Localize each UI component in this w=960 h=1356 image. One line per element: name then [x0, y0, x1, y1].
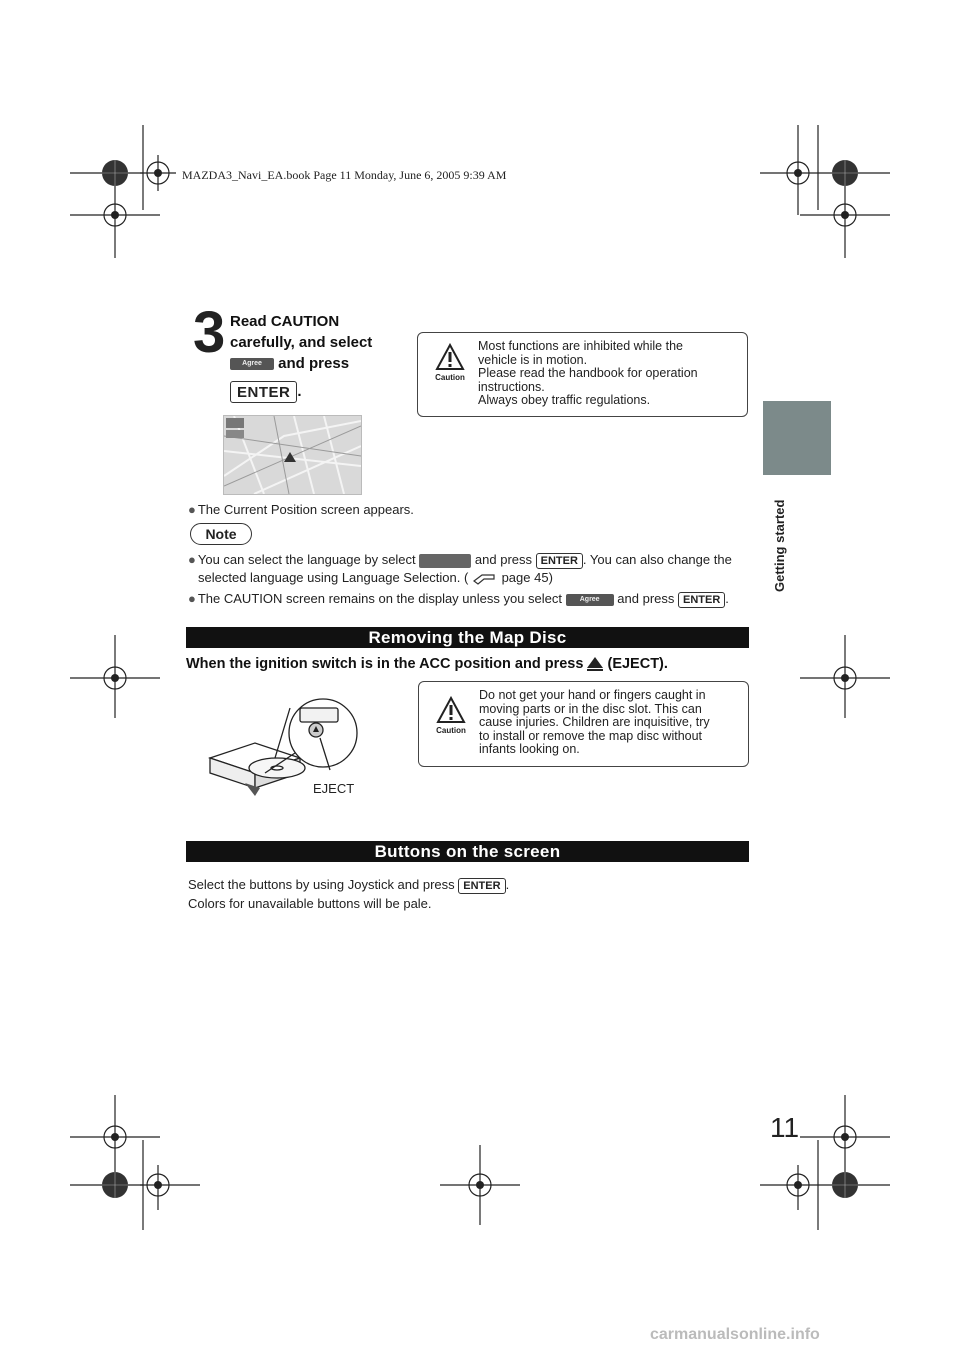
caution-icon: [430, 343, 470, 382]
step-number: 3: [193, 300, 226, 365]
enter-key-icon: ENTER: [678, 592, 725, 608]
bullet-icon: ●: [188, 591, 196, 606]
agree-button-icon: Agree: [230, 358, 274, 370]
caution-line: Do not get your hand or fingers caught in: [479, 688, 706, 702]
chapter-label: Getting started: [772, 499, 787, 592]
page-reference-icon: [472, 571, 498, 585]
section-title-removing-map-disc: Removing the Map Disc: [186, 627, 749, 648]
current-position-map-image: [223, 415, 362, 495]
step-period: .: [297, 382, 302, 400]
note-label: Note: [190, 523, 252, 545]
caution-text: [478, 340, 740, 408]
eject-label: EJECT: [313, 781, 355, 796]
caution-box-motion: [417, 332, 748, 417]
section-title-buttons-on-screen: Buttons on the screen: [186, 841, 749, 862]
caution-line: cause injuries. Children are inquisitive, try: [479, 715, 710, 729]
caution-line: moving parts or in the disc slot. This can: [479, 701, 702, 716]
language-button-icon: [419, 554, 471, 568]
agree-button-icon: Agree: [566, 594, 614, 606]
caution-line: to install or remove the map disc without: [479, 728, 703, 743]
caution-line: Most functions are inhibited while the: [478, 339, 683, 353]
step-line-2: carefully, and select: [230, 334, 373, 351]
chapter-tab: [763, 401, 831, 475]
caution-line: Always obey traffic regulations.: [478, 393, 651, 407]
caution-text: [479, 689, 743, 757]
eject-illustration: [205, 688, 385, 808]
caution-icon: [431, 696, 471, 735]
caution-icon-label: Caution: [435, 373, 465, 382]
eject-instruction: When the ignition switch is in the ACC position and press (EJECT).: [186, 656, 668, 672]
map-illustration: [224, 416, 361, 494]
bullet-icon: ●: [188, 552, 196, 567]
caution-line: Please read the handbook for operation: [478, 366, 698, 380]
caution-line: infants looking on.: [479, 742, 580, 756]
step-line-3: and press: [278, 355, 350, 372]
caution-box-disc-slot: [418, 681, 749, 767]
enter-key-icon: ENTER: [458, 878, 505, 894]
caution-line: vehicle is in motion.: [478, 352, 588, 367]
bullet-icon: ●: [188, 502, 196, 517]
enter-key-icon: ENTER: [230, 381, 297, 403]
warning-triangle-icon: [435, 343, 465, 371]
disc-drive-drawing: [205, 688, 385, 808]
warning-triangle-icon: [436, 696, 466, 724]
buttons-pale-note: Colors for unavailable buttons will be pale.: [188, 896, 432, 911]
note-item-caution-screen: ● The CAUTION screen remains on the display unless you select Agree and press ENTER .: [188, 591, 729, 606]
watermark: carmanualsonline.info: [650, 1326, 820, 1343]
step-instruction: [230, 312, 372, 402]
step-line-1: Read CAUTION: [230, 313, 340, 330]
caution-line: instructions.: [478, 379, 545, 394]
print-header: MAZDA3_Navi_EA.book Page 11 Monday, June 6, 2005 9:39 AM: [182, 168, 507, 182]
note-item-language: ● You can select the language by select and press ENTER . You can also change the selected language using Language Selection. ( page 45): [188, 552, 732, 585]
enter-key-icon: ENTER: [536, 553, 583, 569]
page-number: 11: [770, 1112, 800, 1143]
eject-icon: [587, 656, 603, 672]
result-text: ● The Current Position screen appears.: [188, 502, 414, 517]
caution-icon-label: Caution: [436, 726, 466, 735]
buttons-instruction: Select the buttons by using Joystick and press ENTER .: [188, 877, 510, 892]
